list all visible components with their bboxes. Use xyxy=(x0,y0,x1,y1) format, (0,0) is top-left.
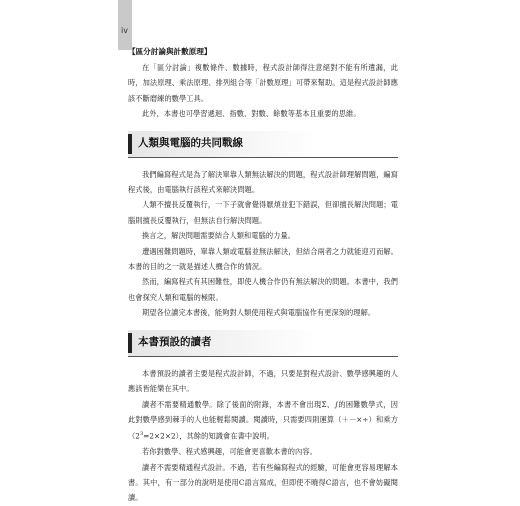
section2-paragraph-2 xyxy=(128,397,398,445)
section1-paragraph-2: 人類不擅長反覆執行，一下子就會覺得厭煩並犯下錯誤，但卻擅長解決問題；電腦則擅長反覆執行，但無法自行解決問題。 xyxy=(128,200,398,225)
intro-paragraph-2: 此外，本書也可學習遞迴、指數、對數、餘數等基本且重要的思維。 xyxy=(142,109,361,119)
section-header-2 xyxy=(128,330,398,357)
page-content xyxy=(128,44,398,506)
section2-paragraph-4: 讀者不需要精通程式設計。不過，若有些編寫程式的經驗，可能會更容易理解本書。其中，有一部分的說明是使用C語言寫成，但即使不曉得C語言，也不會妨礙閱讀。 xyxy=(128,462,398,503)
section-bar-1 xyxy=(128,134,132,154)
section2-paragraph-3: 若你對數學、程式感興趣，可能會更喜歡本書的內容。 xyxy=(142,447,317,457)
section-title-2: 本書預設的讀者 xyxy=(138,335,212,348)
exponent: 3 xyxy=(139,431,144,438)
section1-paragraph-4: 遭遇困難問題時，單靠人類或電腦並無法解決，但結合兩者之力就能迎刃而解。本書的目的之一就是描述人機合作的情況。 xyxy=(128,246,398,272)
intro-heading: 【區分討論與計數原理】 xyxy=(128,47,212,56)
intro-paragraph-1: 在「區分討論」複數條件、數據時，程式設計師得注意絕對不能有所遺漏，此時，加法原理、乘法原理、排列組合等「計數原理」可帶來幫助。這是程式設計師應該不斷磨練的數學工具。 xyxy=(128,63,398,103)
section-header-1 xyxy=(128,131,398,158)
page-number: iv xyxy=(121,26,128,35)
section2-paragraph-1: 本書預設的讀者主要是程式設計師，不過，只要是對程式設計、數學感興趣的人應該皆能樂在其中。 xyxy=(128,368,398,394)
section1-paragraph-5: 然而，編寫程式有其困難性，即使人機合作仍有無法解決的問題。本書中，我們也會探究人類和電腦的極限。 xyxy=(128,277,398,302)
section-title-1: 人類與電腦的共同戰線 xyxy=(138,136,243,149)
section1-paragraph-6: 期望各位讀完本書後，能夠對人類使用程式與電腦協作有更深刻的理解。 xyxy=(142,308,376,318)
section1-paragraph-1: 我們編寫程式是為了解決單靠人類無法解決的問題，程式設計師理解問題，編寫程式後，由電腦執行該程式來解決問題。 xyxy=(128,169,398,195)
section2-paragraph-2-a: 讀者不需要精通數學。除了後面的附錄，本書不會出現Σ、∫的困難數學式，因此對數學感到棘手的人也能輕鬆閱讀。閱讀時，只需要四則運算（＋－×÷）和乘方（2 xyxy=(128,399,398,441)
section-bar-2 xyxy=(128,333,132,353)
page-tab-marker xyxy=(118,0,132,50)
section2-paragraph-2-b: =2×2×2），其餘的知識會在書中說明。 xyxy=(143,431,275,441)
section1-paragraph-3: 換言之，解決問題需要結合人類和電腦的力量。 xyxy=(142,231,296,241)
